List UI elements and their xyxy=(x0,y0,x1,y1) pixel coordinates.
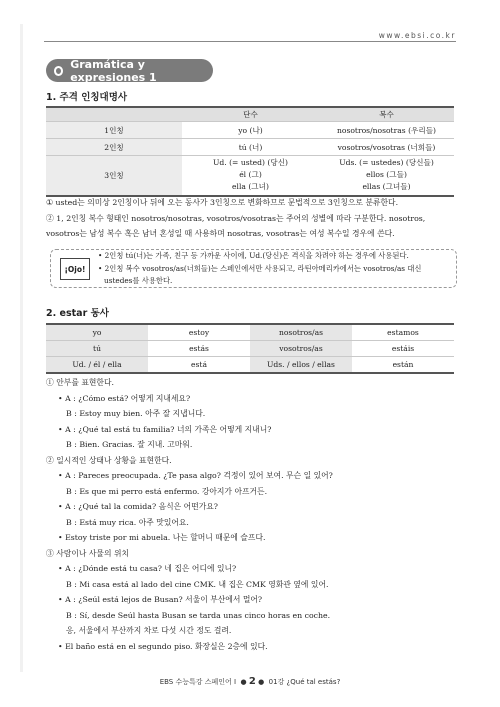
notes xyxy=(46,195,456,242)
example-line: • A : Pareces preocupada. ¿Te pasa algo? 걱정이 있어 보여. 무슨 일 있어? xyxy=(58,471,333,480)
example-line: • A : ¿Seúl está lejos de Busan? 서울이 부산에서 멀어? xyxy=(58,595,263,604)
plural-line: Uds. (= ustedes) (당신들) xyxy=(339,158,434,168)
example-heading: ① 안부를 표현한다. xyxy=(46,378,114,387)
example-line: • A : ¿Qué tal está tu familia? 너의 가족은 어떻게 지내니? xyxy=(58,424,272,434)
estar-table xyxy=(46,323,454,374)
example-line: • A : ¿Qué tal la comida? 음식은 어떤가요? xyxy=(58,502,218,511)
verb-cell: estoy xyxy=(148,324,250,341)
ojo-badge: ¡Ojo! xyxy=(60,258,90,280)
circle-icon xyxy=(54,66,63,76)
table-header-row xyxy=(46,107,454,122)
note-line: ② 1, 2인칭 복수 형태인 nosotros/nosotras, vosotros/vosotras는 주어의 성별에 따라 구분한다. nosotros, xyxy=(46,213,426,223)
example-line: 응, 서울에서 부산까지 차로 다섯 시간 정도 걸려. xyxy=(66,626,232,635)
verb-cell: estamos xyxy=(352,324,454,341)
singular-line: él (그) xyxy=(239,170,262,180)
plural-line: ellos (그들) xyxy=(366,170,407,180)
singular-cell: yo (나) xyxy=(182,122,319,139)
example-line: B : Es que mi perro está enfermo. 강아지가 아프거든. xyxy=(66,486,268,496)
pronoun-cell: Uds. / ellos / ellas xyxy=(250,357,352,374)
table-header-blank xyxy=(46,107,182,122)
table-header-singular: 단수 xyxy=(182,107,319,122)
header-url: www.ebsi.co.kr xyxy=(378,31,456,40)
section1-title: 1. 주격 인칭대명사 xyxy=(46,92,128,103)
example-line: B : Bien. Gracias. 잘 지내. 고마워. xyxy=(66,440,193,449)
singular-line: ella (그녀) xyxy=(232,182,269,192)
margin-bar xyxy=(20,24,23,672)
example-line: • A : ¿Dónde está tu casa? 네 집은 어디에 있니? xyxy=(58,564,237,573)
footer: EBS 수능특강 스페인어 I ● 2 ● 01강 ¿Qué tal estás? xyxy=(159,676,341,687)
verb-cell: están xyxy=(352,357,454,374)
table-row xyxy=(46,357,454,374)
note-line: vosotros는 남성 복수 혹은 남녀 혼성일 때 사용하며 nosotras, vosotras는 여성 복수일 경우에 쓴다. xyxy=(46,229,395,238)
example-heading: ② 일시적인 상태나 상황을 표현한다. xyxy=(46,455,172,465)
plural-cell xyxy=(319,156,454,196)
plural-cell: nosotros/nosotras (우리들) xyxy=(319,122,454,139)
pronoun-cell: nosotros/as xyxy=(250,324,352,341)
verb-cell: estáis xyxy=(352,341,454,357)
table-header-plural: 복수 xyxy=(319,107,454,122)
example-line: B : Sí, desde Seúl hasta Busan se tarda unas cinco horas en coche. xyxy=(66,610,331,620)
example-line: B : Estoy muy bien. 아주 잘 지냅니다. xyxy=(66,409,206,418)
row-label: 2인칭 xyxy=(46,139,182,156)
note-line: ① usted는 의미상 2인칭이나 뒤에 오는 동사가 3인칭으로 변화하므로 문법적으로 3인칭으로 분류한다. xyxy=(46,198,399,207)
ojo-text xyxy=(98,250,453,288)
pronoun-cell: Ud. / él / ella xyxy=(46,357,148,374)
row-label: 1인칭 xyxy=(46,122,182,139)
singular-cell: tú (너) xyxy=(182,139,319,156)
example-heading: ③ 사람이나 사물의 위치 xyxy=(46,548,130,558)
example-line: • A : ¿Cómo está? 어떻게 지내세요? xyxy=(58,393,191,403)
ojo-line: • 2인칭 복수 vosotros/as(너희들)는 스페인에서만 사용되고, 라틴아메리카에서는 vosotros/as 대신 xyxy=(98,263,422,273)
example-line: B : Mi casa está al lado del cine CMK. 내 집은 CMK 영화관 옆에 있어. xyxy=(66,579,329,589)
plural-cell: vosotros/vosotras (너희들) xyxy=(319,139,454,156)
ojo-line: ustedes를 사용한다. xyxy=(104,276,173,285)
table-row xyxy=(46,156,454,196)
header-rule xyxy=(44,41,456,42)
verb-cell: está xyxy=(148,357,250,374)
pronoun-cell: tú xyxy=(46,341,148,357)
example-line: • Estoy triste por mi abuela. 나는 할머니 때문에 슬프다. xyxy=(58,533,266,542)
pronoun-cell: vosotros/as xyxy=(250,341,352,357)
section2-title: 2. estar 동사 xyxy=(46,308,109,319)
pronoun-table xyxy=(46,106,454,197)
verb-cell: estás xyxy=(148,341,250,357)
examples xyxy=(46,375,458,654)
plural-line: ellas (그녀들) xyxy=(362,182,411,192)
singular-cell xyxy=(182,156,319,196)
row-label: 3인칭 xyxy=(46,156,182,196)
table-row xyxy=(46,122,454,139)
section-banner xyxy=(46,59,213,82)
footer-book: EBS 수능특강 스페인어 I xyxy=(159,678,237,686)
ojo-line: • 2인칭 tú(너)는 가족, 친구 등 가까운 사이에, Ud.(당신)은 격식을 차려야 하는 경우에 사용된다. xyxy=(98,251,409,260)
table-row xyxy=(46,324,454,341)
table-row xyxy=(46,139,454,156)
singular-line: Ud. (= usted) (당신) xyxy=(213,158,288,168)
banner-title: Gramática y expresiones 1 xyxy=(70,57,157,84)
page-number: 2 xyxy=(248,676,256,687)
table-row xyxy=(46,341,454,357)
example-line: • El baño está en el segundo piso. 화장실은 2층에 있다. xyxy=(58,641,268,651)
footer-chapter: 01강 ¿Qué tal estás? xyxy=(268,678,341,686)
example-line: B : Está muy rica. 아주 맛있어요. xyxy=(66,517,189,527)
pronoun-cell: yo xyxy=(46,324,148,341)
